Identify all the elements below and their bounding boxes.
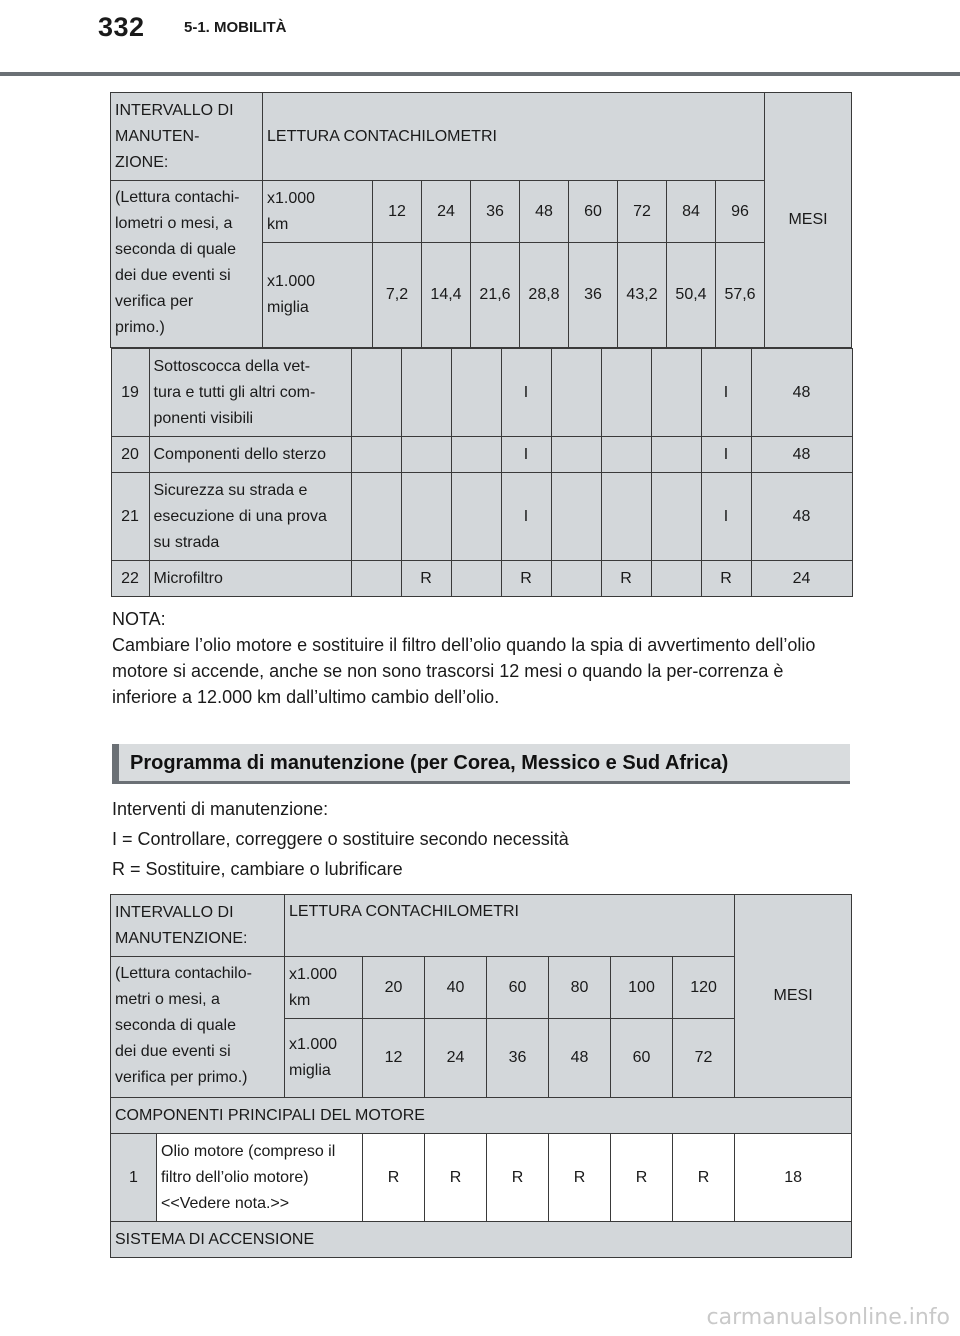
km-value: 48 [520, 181, 569, 243]
mi-value: 21,6 [471, 243, 520, 348]
interval-cell [551, 349, 601, 437]
odometer-label: LETTURA CONTACHILOMETRI [285, 895, 735, 957]
interval-cell: I [701, 437, 751, 473]
group-row [111, 1098, 852, 1134]
row-item: Componenti dello sterzo [149, 437, 351, 473]
mi-value: 36 [569, 243, 618, 348]
condition-label: (Lettura contachilo- metri o mesi, a seconda di quale dei due eventi si verifica per primo.) [111, 957, 285, 1098]
mi-value: 60 [611, 1019, 673, 1098]
interval-cell [651, 561, 701, 597]
legend-r-definition: R = Sostituire, cambiare o lubrificare [112, 859, 403, 879]
heading-marker [112, 744, 119, 781]
row-item: Microfiltro [149, 561, 351, 597]
interval-cell: R [425, 1134, 487, 1222]
km-value: 80 [549, 957, 611, 1019]
row-number: 21 [111, 473, 149, 561]
mi-value: 50,4 [667, 243, 716, 348]
maintenance-table-2 [110, 894, 852, 1258]
km-unit: x1.000 km [263, 181, 373, 243]
interval-cell: R [673, 1134, 735, 1222]
group-row [111, 1222, 852, 1258]
mi-value: 36 [487, 1019, 549, 1098]
interval-label: INTERVALLO DI MANUTENZIONE: [111, 895, 285, 957]
interval-cell [601, 437, 651, 473]
maintenance-table-1 [110, 92, 852, 597]
mi-value: 24 [425, 1019, 487, 1098]
row-item: Sicurezza su strada e esecuzione di una prova su strada [149, 473, 351, 561]
row-number: 20 [111, 437, 149, 473]
interval-cell: R [363, 1134, 425, 1222]
interval-cell: R [601, 561, 651, 597]
mi-value: 14,4 [422, 243, 471, 348]
interval-cell: R [401, 561, 451, 597]
mi-value: 12 [363, 1019, 425, 1098]
section-heading-text: Programma di manutenzione (per Corea, Messico e Sud Africa) [130, 752, 729, 774]
interval-cell [401, 437, 451, 473]
row-item: Olio motore (compreso il filtro dell’olio motore) <<Vedere nota.>> [157, 1134, 363, 1222]
km-value: 36 [471, 181, 520, 243]
interval-cell [651, 473, 701, 561]
km-value: 60 [487, 957, 549, 1019]
section-heading [112, 744, 850, 784]
interval-cell [351, 561, 401, 597]
mi-value: 7,2 [373, 243, 422, 348]
km-value: 72 [618, 181, 667, 243]
page-number: 332 [98, 12, 145, 42]
header-rule [0, 72, 960, 76]
km-value: 24 [422, 181, 471, 243]
months-label: MESI [735, 895, 852, 1098]
mi-value: 72 [673, 1019, 735, 1098]
interval-cell [451, 473, 501, 561]
mi-value: 48 [549, 1019, 611, 1098]
km-value: 40 [425, 957, 487, 1019]
interval-cell [551, 561, 601, 597]
interval-cell: I [501, 349, 551, 437]
mi-unit: x1.000 miglia [263, 243, 373, 348]
interval-cell: I [501, 437, 551, 473]
interval-cell [651, 349, 701, 437]
km-unit: x1.000 km [285, 957, 363, 1019]
note-label: NOTA: [112, 609, 166, 629]
interval-cell [451, 561, 501, 597]
mi-value: 28,8 [520, 243, 569, 348]
months-cell: 48 [751, 349, 852, 437]
interval-cell: I [501, 473, 551, 561]
interval-cell: R [501, 561, 551, 597]
interval-label: INTERVALLO DI MANUTEN- ZIONE: [111, 93, 263, 181]
months-cell: 18 [735, 1134, 852, 1222]
interval-cell [351, 349, 401, 437]
interval-cell [401, 473, 451, 561]
mi-value: 43,2 [618, 243, 667, 348]
km-value: 20 [363, 957, 425, 1019]
interval-cell [601, 349, 651, 437]
interval-cell [551, 437, 601, 473]
km-value: 96 [716, 181, 765, 243]
odometer-label: LETTURA CONTACHILOMETRI [263, 93, 765, 181]
interval-cell: R [611, 1134, 673, 1222]
interval-cell: R [701, 561, 751, 597]
group-label: COMPONENTI PRINCIPALI DEL MOTORE [111, 1098, 852, 1134]
row-number: 1 [111, 1134, 157, 1222]
mi-value: 57,6 [716, 243, 765, 348]
row-number: 19 [111, 349, 149, 437]
km-value: 120 [673, 957, 735, 1019]
km-value: 84 [667, 181, 716, 243]
months-label: MESI [765, 93, 852, 348]
group-label: SISTEMA DI ACCENSIONE [111, 1222, 852, 1258]
interval-cell [551, 473, 601, 561]
interval-cell [351, 473, 401, 561]
interval-cell [351, 437, 401, 473]
km-value: 100 [611, 957, 673, 1019]
row-item: Sottoscocca della vet- tura e tutti gli altri com- ponenti visibili [149, 349, 351, 437]
interval-cell [601, 473, 651, 561]
table-row [111, 1134, 852, 1222]
watermark: carmanualsonline.info [706, 1305, 950, 1330]
legend-i-definition: I = Controllare, correggere o sostituire secondo necessità [112, 829, 569, 849]
condition-label: (Lettura contachi- lometri o mesi, a seconda di quale dei due eventi si verifica per primo.) [111, 181, 263, 348]
interval-cell [401, 349, 451, 437]
interval-cell: I [701, 473, 751, 561]
km-value: 60 [569, 181, 618, 243]
interval-cell: R [487, 1134, 549, 1222]
km-value: 12 [373, 181, 422, 243]
interval-cell [451, 437, 501, 473]
interval-cell: R [549, 1134, 611, 1222]
interval-cell [451, 349, 501, 437]
months-cell: 48 [751, 437, 852, 473]
row-number: 22 [111, 561, 149, 597]
months-cell: 48 [751, 473, 852, 561]
interval-cell [651, 437, 701, 473]
note-text: Cambiare l’olio motore e sostituire il filtro dell’olio quando la spia di avvertimento dell’olio motore si accende, anche se non sono trascorsi 12 mesi o quando la per-correnza è inferiore a 12.000 km dall’ultimo cambio dell’olio. [112, 635, 816, 707]
legend-intro: Interventi di manutenzione: [112, 799, 329, 819]
interval-cell: I [701, 349, 751, 437]
section-title: 5-1. MOBILITÀ [184, 19, 287, 36]
months-cell: 24 [751, 561, 852, 597]
table-row [111, 348, 852, 598]
mi-unit: x1.000 miglia [285, 1019, 363, 1098]
